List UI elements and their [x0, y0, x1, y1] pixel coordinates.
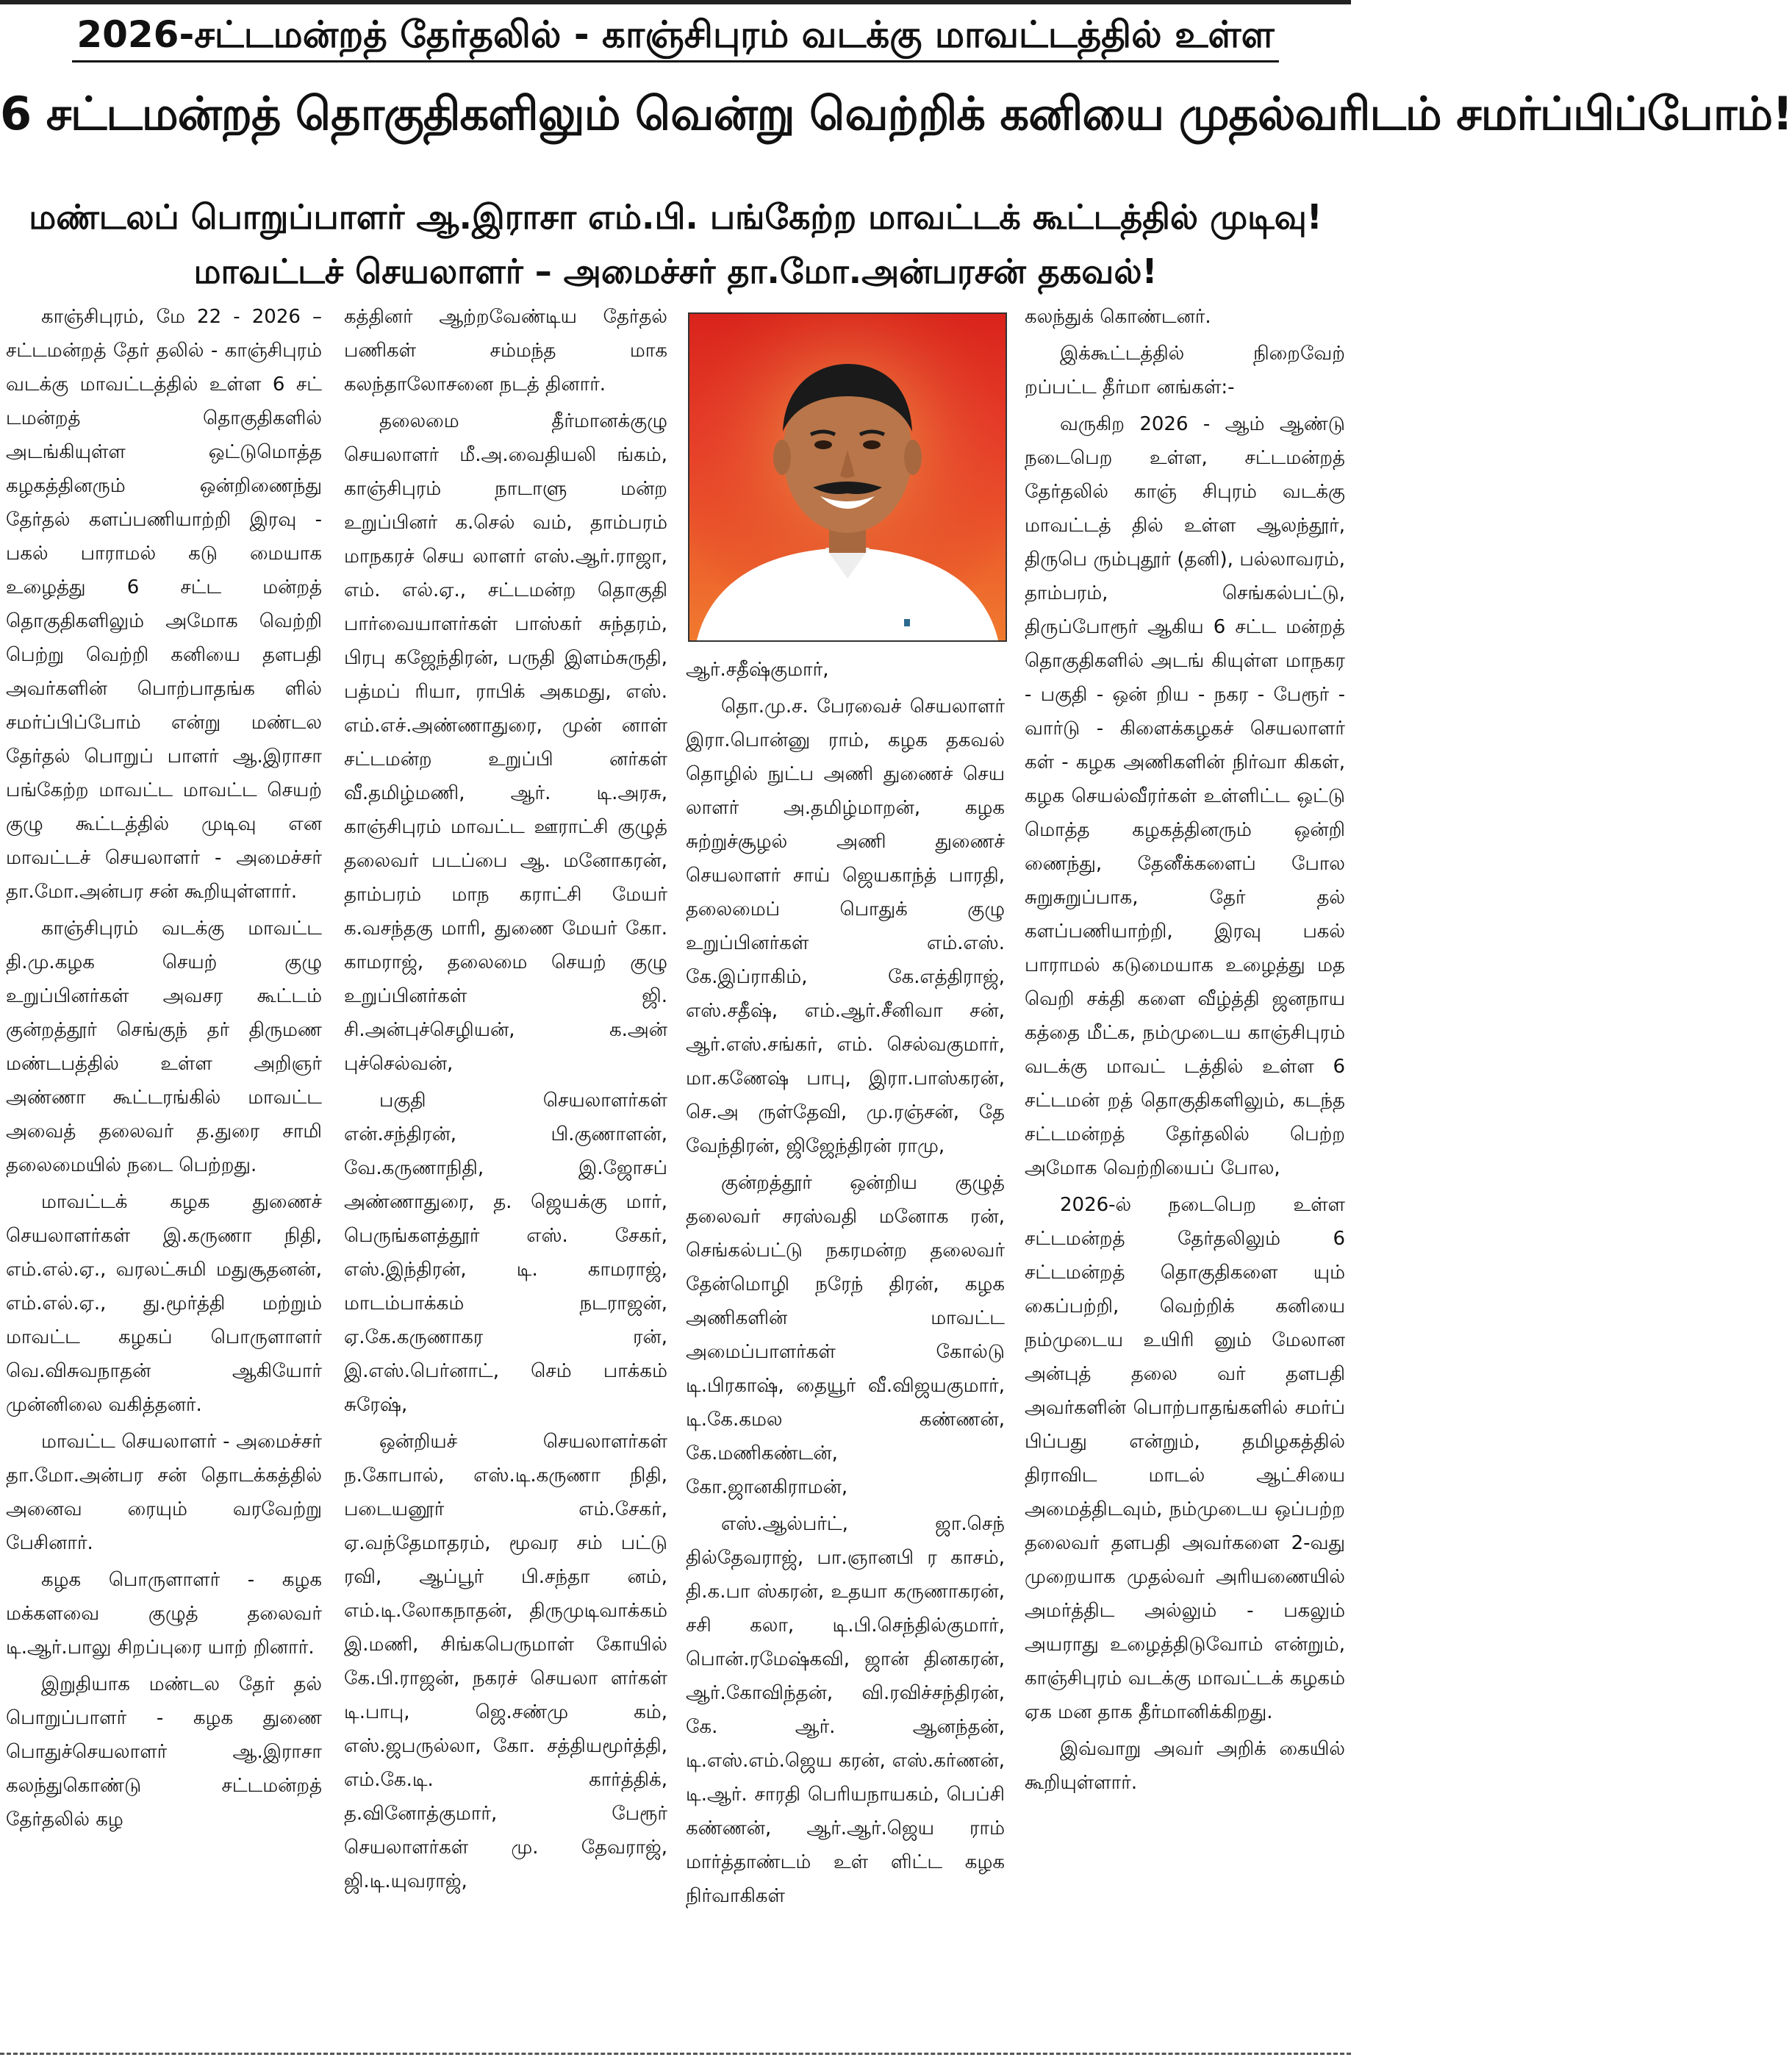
portrait-photo-icon: [689, 314, 1006, 640]
paragraph: தலைமை தீர்மானக்குழு செயலாளர் மீ.அ.வைதியலி ங்கம், காஞ்சிபுரம் நாடாளு மன்ற உறுப்பினர் க.செல் வம், தாம்பரம் மாநகரச் செய லாளர் எஸ்.ஆர்.ராஜா, எம். எல்.ஏ., சட்டமன்ற தொகுதி பார்வையாளர்கள் பாஸ்கர் சுந்தரம், பிரபு கஜேந்திரன், பருதி இளம்சுருதி, பத்மப் ரியா, ராபிக் அகமது, எஸ். எம்.எச்.அண்ணாதுரை, முன் னாள் சட்டமன்ற உறுப்பி னர்கள் வீ.தமிழ்மணி, ஆர். டி.அரசு, காஞ்சிபுரம் மாவட்ட ஊராட்சி குழுத் தலைவர் படப்பை ஆ. மனோகரன், தாம்பரம் மாந கராட்சி மேயர் க.வசந்தகு மாரி, துணை மேயர் கோ. காமராஜ், தலைமை செயற் குழு உறுப்பினர்கள் ஜி. சி.அன்புச்செழியன், க.அன் புச்செல்வன்,: [344, 410, 667, 1075]
paragraph: ஆர்.சதீஷ்குமார்,: [686, 659, 829, 681]
top-rule: [0, 0, 1351, 4]
paragraph: காஞ்சிபுரம், மே 22 - 2026 – சட்டமன்றத் தேர் தலில் - காஞ்சிபுரம் வடக்கு மாவட்டத்தில் உள்ள 6 சட் டமன்றத் தொகுதிகளில் அடங்கியுள்ள ஒட்டுமொத்த கழகத்தினரும் ஒன்றிணைந்து தேர்தல் களப்பணியாற்றி இரவு - பகல் பாராமல் கடு மையாக உழைத்து 6 சட்ட மன்றத் தொகுதிகளிலும் அமோக வெற்றி பெற்று வெற்றி கனியை தளபதி அவர்களின் பொற்பாதங்க ளில் சமர்ப்பிப்போம் என்று மண்டல தேர்தல் பொறுப் பாளர் ஆ.இராசா பங்கேற்ற மாவட்ட மாவட்ட செயற் குழு கூட்டத்தில் முடிவு என மாவட்டச் செயலாளர் - அமைச்சர் தா.மோ.அன்பர சன் கூறியுள்ளார்.: [6, 306, 322, 903]
paragraph: காஞ்சிபுரம் வடக்கு மாவட்ட தி.மு.கழக செயற் குழு உறுப்பினர்கள் அவசர கூட்டம் குன்றத்தூர் செங்குந் தர் திருமண மண்டபத்தில் உள்ள அறிஞர் அண்ணா கூட்டரங்கில் மாவட்ட அவைத் தலைவர் த.துரை சாமி தலைமையில் நடை பெற்றது.: [6, 918, 322, 1176]
bottom-rule: [0, 2053, 1351, 2055]
headline: 6 சட்டமன்றத் தொகுதிகளிலும் வென்று வெற்றிக் கனியை முதல்வரிடம் சமர்ப்பிப்போம்!: [0, 87, 1792, 140]
column-3: [686, 653, 1005, 2035]
paragraph: ஒன்றியச் செயலாளர்கள் ந.கோபால், எஸ்.டி.கருணா நிதி, படையனூர் எம்.சேகர், ஏ.வந்தேமாதரம், மூவர சம் பட்டு ரவி, ஆப்பூர் பி.சந்தா னம், எம்.டி.லோகநாதன், திருமுடிவாக்கம் இ.மணி, சிங்கபெருமாள் கோயில் கே.பி.ராஜன், நகரச் செயலா ளர்கள் டி.பாபு, ஜெ.சண்மு கம், எஸ்.ஜபருல்லா, கோ. சத்தியமூர்த்தி, எம்.கே.டி. கார்த்திக், த.வினோத்குமார், பேரூர் செயலாளர்கள் மு. தேவராஜ், ஜி.டி.யுவராஜ்,: [344, 1431, 667, 1892]
paragraph: இக்கூட்டத்தில் நிறைவேற் றப்பட்ட தீர்மா னங்கள்:-: [1025, 343, 1345, 398]
paragraph: கலந்துக் கொண்டனர்.: [1025, 306, 1211, 328]
column-2: [344, 300, 667, 2035]
column-1: [6, 300, 322, 2035]
subhead-1: மண்டலப் பொறுப்பாளர் ஆ.இராசா எம்.பி. பங்கேற்ற மாவட்டக் கூட்டத்தில் முடிவு!: [29, 197, 1322, 237]
paragraph: வருகிற 2026 - ஆம் ஆண்டு நடைபெற உள்ள, சட்டமன்றத் தேர்தலில் காஞ் சிபுரம் வடக்கு மாவட்டத் தில் உள்ள ஆலந்தூர், திருபெ ரும்புதூர் (தனி), பல்லாவரம், தாம்பரம், செங்கல்பட்டு, திருப்போரூர் ஆகிய 6 சட்ட மன்றத் தொகுதிகளில் அடங் கியுள்ள மாநகர - பகுதி - ஒன் றிய - நகர - பேரூர் - வார்டு - கிளைக்கழகச் செயலாளர் கள் - கழக அணிகளின் நிர்வா கிகள், கழக செயல்வீரர்கள் உள்ளிட்ட ஒட்டு மொத்த கழகத்தினரும் ஒன்றி ணைந்து, தேனீக்களைப் போல சுறுசுறுப்பாக, தேர் தல் களப்பணியாற்றி, இரவு பகல் பாராமல் கடுமையாக உழைத்து மத வெறி சக்தி களை வீழ்த்தி ஜனநாய கத்தை மீட்க, நம்முடைய காஞ்சிபுரம் வடக்கு மாவட் டத்தில் உள்ள 6 சட்டமன் றத் தொகுதிகளிலும், கடந்த சட்டமன்றத் தேர்தலில் பெற்ற அமோக வெற்றியைப் போல,: [1025, 413, 1345, 1179]
kicker-wrap: [0, 9, 1351, 62]
paragraph: தொ.மு.ச. பேரவைச் செயலாளர் இரா.பொன்னு ராம், கழக தகவல் தொழில் நுட்ப அணி துணைச் செய லாளர் அ.தமிழ்மாறன், கழக சுற்றுச்சூழல் அணி துணைச் செயலாளர் சாய் ஜெயகாந்த் பாரதி, தலைமைப் பொதுக் குழு உறுப்பினர்கள் எம்.எஸ். கே.இப்ராகிம், கே.எத்திராஜ், எஸ்.சதீஷ், எம்.ஆர்.சீனிவா சன், ஆர்.எஸ்.சங்கர், எம். செல்வகுமார், மா.கணேஷ் பாபு, இரா.பாஸ்கரன், செ.அ ருள்தேவி, மு.ரஞ்சன், தே வேந்திரன், ஜிஜேந்திரன் ராமு,: [686, 695, 1005, 1157]
paragraph: கத்தினர் ஆற்றவேண்டிய தேர்தல் பணிகள் சம்மந்த மாக கலந்தாலோசனை நடத் தினார்.: [344, 306, 667, 396]
paragraph: மாவட்டக் கழக துணைச் செயலாளர்கள் இ.கருணா நிதி, எம்.எல்.ஏ., வரலட்சுமி மதுசூதனன், எம்.எல்.ஏ., து.மூர்த்தி மற்றும் மாவட்ட கழகப் பொருளாளர் வெ.விசுவநாதன் ஆகியோர் முன்னிலை வகித்தனர்.: [6, 1191, 322, 1416]
subhead-2: மாவட்டச் செயலாளர் – அமைச்சர் தா.மோ.அன்பரசன் தகவல்!: [193, 251, 1158, 291]
paragraph: மாவட்ட செயலாளர் - அமைச்சர் தா.மோ.அன்பர சன் தொடக்கத்தில் அனைவ ரையும் வரவேற்று பேசினார்.: [6, 1431, 322, 1554]
paragraph: இறுதியாக மண்டல தேர் தல் பொறுப்பாளர் - கழக துணை பொதுச்செயலாளர் ஆ.இராசா கலந்துகொண்டு சட்டமன்றத் தேர்தலில் கழ: [6, 1673, 322, 1831]
paragraph: கழக பொருளாளர் - கழக மக்களவை குழுத் தலைவர் டி.ஆர்.பாலு சிறப்புரை யாற் றினார்.: [6, 1569, 322, 1659]
kicker: 2026-சட்டமன்றத் தேர்தலில் - காஞ்சிபுரம் வடக்கு மாவட்டத்தில் உள்ள: [72, 9, 1278, 62]
paragraph: இவ்வாறு அவர் அறிக் கையில் கூறியுள்ளார்.: [1025, 1738, 1345, 1794]
paragraph: பகுதி செயலாளர்கள் என்.சந்திரன், பி.குணாளன், வே.கருணாநிதி, இ.ஜோசப் அண்ணாதுரை, த. ஜெயக்கு மார், பெருங்களத்தூர் எஸ். சேகர், எஸ்.இந்திரன், டி. காமராஜ், மாடம்பாக்கம் நடராஜன், ஏ.கே.கருணாகர ரன், இ.எஸ்.பெர்னாட், செம் பாக்கம் சுரேஷ்,: [344, 1090, 667, 1416]
portrait-photo: [688, 312, 1007, 642]
paragraph: எஸ்.ஆல்பர்ட், ஜா.செந் தில்தேவராஜ், பா.ஞானபி ர காசம், தி.க.பா ஸ்கரன், உதயா கருணாகரன், சசி கலா, டி.பி.செந்தில்குமார், பொன்.ரமேஷ்கவி, ஜான் தினகரன், ஆர்.கோவிந்தன், வி.ரவிச்சந்திரன், கே. ஆர். ஆனந்தன், டி.எஸ்.எம்.ஜெய கரன், எஸ்.கர்ணன், டி.ஆர். சாரதி பெரியநாயகம், பெப்சி கண்ணன், ஆர்.ஆர்.ஜெய ராம் மார்த்தாண்டம் உள் ளிட்ட கழக நிர்வாகிகள்: [686, 1513, 1005, 1907]
paragraph: குன்றத்தூர் ஒன்றிய குழுத் தலைவர் சரஸ்வதி மனோக ரன், செங்கல்பட்டு நகரமன்ற தலைவர் தேன்மொழி நரேந் திரன், கழக அணிகளின் மாவட்ட அமைப்பாளர்கள் கோல்டு டி.பிரகாஷ், தையூர் வீ.விஜயகுமார், டி.கே.கமல கண்ணன், கே.மணிகண்டன், கோ.ஜானகிராமன்,: [686, 1172, 1005, 1498]
column-4: [1025, 300, 1345, 2035]
paragraph: 2026-ல் நடைபெற உள்ள சட்டமன்றத் தேர்தலிலும் 6 சட்டமன்றத் தொகுதிகளை யும் கைப்பற்றி, வெற்றிக் கனியை நம்முடைய உயிரி னும் மேலான அன்புத் தலை வர் தளபதி அவர்களின் பொற்பாதங்களில் சமர்ப் பிப்பது என்றும், தமிழகத்தில் திராவிட மாடல் ஆட்சியை அமைத்திடவும், நம்முடைய ஒப்பற்ற தலைவர் தளபதி அவர்களை 2-வது முறையாக முதல்வர் அரியணையில் அமர்த்திட அல்லும் - பகலும் அயராது உழைத்திடுவோம் என்றும், காஞ்சிபுரம் வடக்கு மாவட்டக் கழகம் ஏக மன தாக தீர்மானிக்கிறது.: [1025, 1194, 1345, 1723]
